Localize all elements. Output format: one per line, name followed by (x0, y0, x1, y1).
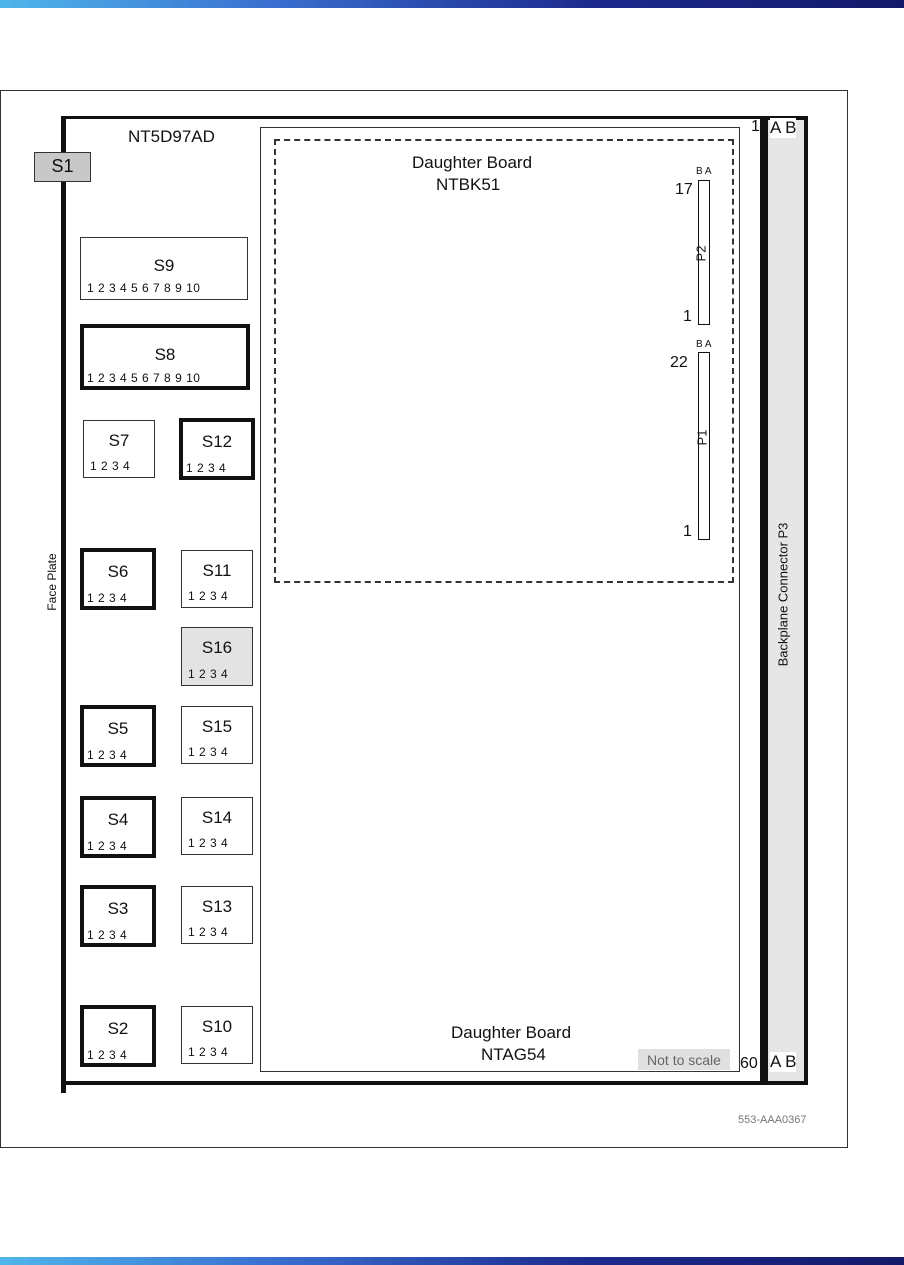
s1-switch (34, 152, 91, 182)
switch-s8-name: S8 (154, 345, 176, 364)
switch-s15-pins: 1 2 3 4 (188, 745, 229, 759)
switch-s14-name: S14 (201, 808, 233, 827)
p2-bottom-pin: 1 (683, 308, 692, 325)
switch-s16 (181, 627, 253, 686)
switch-s14 (181, 797, 253, 855)
s1-label: S1 (51, 156, 74, 176)
switch-s16-name: S16 (201, 638, 233, 657)
switch-s8-pins: 1 2 3 4 5 6 7 8 9 10 (87, 371, 201, 385)
switch-s10-name: S10 (201, 1017, 233, 1036)
switch-s7 (83, 420, 155, 478)
switch-s3-pins: 1 2 3 4 (87, 928, 128, 942)
board-bottom-edge (61, 1081, 761, 1085)
backplane-inner-edge (760, 116, 765, 1085)
switch-s6-pins: 1 2 3 4 (87, 591, 128, 605)
p2-label: P2 (693, 245, 709, 262)
switch-s8 (80, 324, 250, 390)
switch-s9-name: S9 (153, 256, 175, 275)
backplane-bottom-cols: A B (770, 1052, 797, 1071)
ntbk51-part: NTBK51 (436, 175, 501, 194)
switch-s12 (179, 418, 255, 480)
switch-s6 (80, 548, 156, 610)
switch-s10-pins: 1 2 3 4 (188, 1045, 229, 1059)
switch-s13-name: S13 (201, 897, 233, 916)
switch-s2 (80, 1005, 156, 1067)
p2-top-pin: 17 (675, 181, 693, 198)
p1-label: P1 (694, 429, 710, 446)
ntbk51-title: Daughter Board (412, 153, 533, 172)
switch-s11 (181, 550, 253, 608)
backplane-bottom-pin: 60 (740, 1055, 758, 1072)
switch-s3-name: S3 (107, 899, 129, 918)
switch-s4-pins: 1 2 3 4 (87, 839, 128, 853)
switch-s9-pins: 1 2 3 4 5 6 7 8 9 10 (87, 281, 201, 295)
faceplate-label: Face Plate (45, 553, 59, 611)
p2-cols-label: B A (696, 166, 712, 177)
switch-s5 (80, 705, 156, 767)
backplane-top-cols: A B (770, 118, 797, 137)
switch-s13-pins: 1 2 3 4 (188, 925, 229, 939)
backplane-label: Backplane Connector P3 (775, 522, 791, 667)
switch-s2-name: S2 (107, 1019, 129, 1038)
daughter-board-ntbk51 (274, 139, 734, 583)
board-top-edge (61, 116, 761, 119)
switch-s15 (181, 706, 253, 764)
switch-s4 (80, 796, 156, 858)
switch-s5-name: S5 (107, 719, 129, 738)
bottom-decorative-bar (0, 1257, 904, 1265)
switch-s2-pins: 1 2 3 4 (87, 1048, 128, 1062)
board-left-edge (61, 116, 66, 1093)
p1-top-pin: 22 (670, 354, 688, 371)
switch-s11-name: S11 (202, 561, 232, 580)
switch-s11-pins: 1 2 3 4 (188, 589, 229, 603)
switch-s3 (80, 885, 156, 947)
backplane-top-pin: 1 (751, 118, 760, 135)
switch-s12-name: S12 (201, 432, 233, 451)
p1-connector (698, 352, 710, 540)
switch-s10 (181, 1006, 253, 1064)
switch-s5-pins: 1 2 3 4 (87, 748, 128, 762)
switch-s13 (181, 886, 253, 944)
switch-s12-pins: 1 2 3 4 (186, 461, 227, 475)
figure-id: 553-AAA0367 (738, 1114, 807, 1126)
top-decorative-bar (0, 0, 904, 8)
switch-s7-name: S7 (108, 431, 130, 450)
switch-s14-pins: 1 2 3 4 (188, 836, 229, 850)
ntag54-part: NTAG54 (481, 1045, 546, 1064)
p1-bottom-pin: 1 (683, 523, 692, 540)
board-id-label: NT5D97AD (128, 127, 215, 146)
switch-s7-pins: 1 2 3 4 (90, 459, 131, 473)
ntag54-title: Daughter Board (451, 1023, 572, 1042)
switch-s16-pins: 1 2 3 4 (188, 667, 229, 681)
switch-s4-name: S4 (107, 810, 129, 829)
not-to-scale-note (638, 1049, 730, 1070)
not-to-scale-text: Not to scale (647, 1052, 721, 1068)
p1-cols-label: B A (696, 339, 712, 350)
switch-s6-name: S6 (107, 562, 129, 581)
switch-s9 (80, 237, 248, 300)
switch-s15-name: S15 (201, 717, 233, 736)
